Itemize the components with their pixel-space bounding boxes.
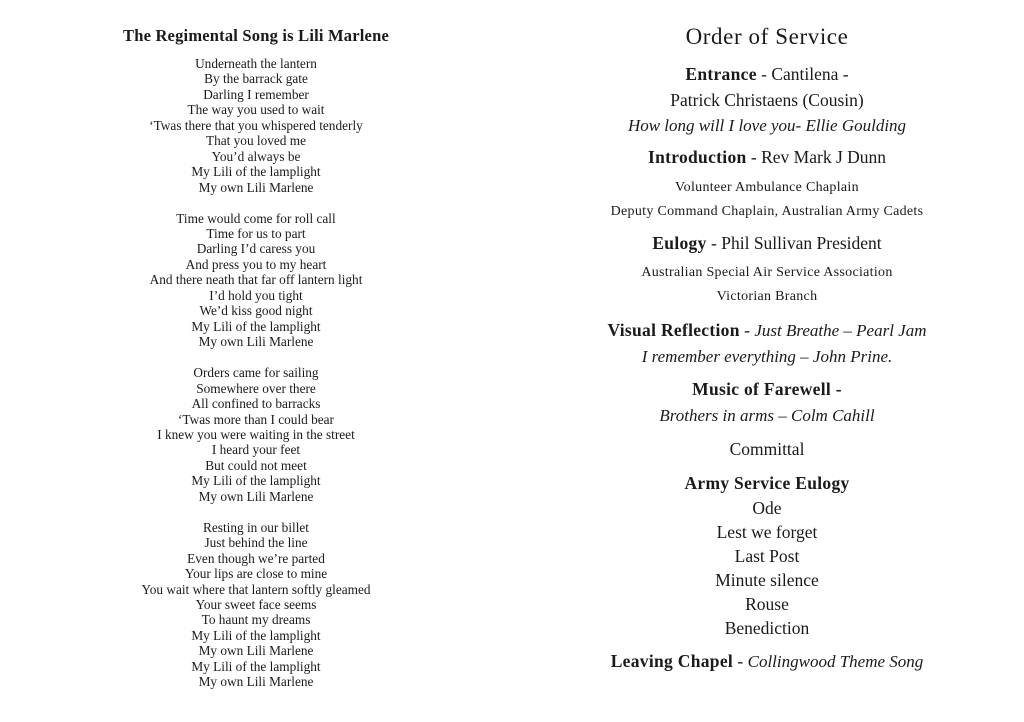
lyric-line: Darling I’d caress you — [196, 241, 316, 257]
army-service-item: Benediction — [724, 618, 810, 638]
entrance-heading: Entrance — [685, 64, 757, 84]
lyric-line: But could not meet — [205, 457, 307, 473]
lyric-line: Time would come for roll call — [176, 210, 336, 226]
lyric-line: You’d always be — [211, 148, 301, 164]
lyric-line: My own Lili Marlene — [198, 488, 314, 504]
lyric-line: My own Lili Marlene — [198, 674, 314, 690]
lyric-line: Even though we’re parted — [187, 550, 325, 566]
lyric-line: My own Lili Marlene — [198, 643, 314, 659]
lyric-line: We’d kiss good night — [199, 303, 313, 319]
lyric-line: My own Lili Marlene — [198, 334, 314, 350]
army-service-item: Rouse — [745, 594, 789, 614]
lyric-line: My Lili of the lamplight — [191, 318, 321, 334]
visual-reflection-song-1: Just Breathe – Pearl Jam — [754, 321, 927, 340]
eulogy-association: Australian Special Air Service Association — [641, 265, 893, 280]
lyric-line: All confined to barracks — [191, 396, 321, 412]
lyric-line: My Lili of the lamplight — [191, 627, 321, 643]
leaving-chapel-heading: Leaving Chapel — [610, 651, 734, 671]
verse — [60, 56, 452, 195]
verse — [60, 365, 452, 504]
order-of-service-page — [558, 22, 976, 675]
music-of-farewell-heading: Music of Farewell — [692, 379, 832, 399]
lyric-line: Darling I remember — [203, 86, 309, 102]
introduction-text: - Rev Mark J Dunn — [746, 147, 887, 167]
eulogy-heading: Eulogy — [652, 233, 707, 253]
entrance-song: How long will I love you- Ellie Goulding — [627, 116, 907, 135]
lyric-line: By the barrack gate — [204, 71, 308, 87]
army-service-eulogy-section — [558, 471, 976, 640]
lyric-line: I knew you were waiting in the street — [157, 426, 355, 442]
army-service-eulogy-heading: Army Service Eulogy — [684, 473, 850, 493]
lyric-line: My Lili of the lamplight — [191, 658, 321, 674]
visual-reflection-song-2: I remember everything – John Prine. — [641, 347, 893, 366]
introduction-heading: Introduction — [647, 147, 747, 167]
lyric-line: Somewhere over there — [196, 380, 316, 396]
lyric-line: Time for us to part — [206, 226, 306, 242]
lyric-line: My Lili of the lamplight — [191, 164, 321, 180]
lyric-line: ‘Twas there that you whispered tenderly — [149, 117, 363, 133]
lyric-line: Resting in our billet — [203, 519, 309, 535]
lyrics-page — [60, 26, 452, 705]
army-service-items — [558, 496, 976, 640]
lyrics — [60, 56, 452, 690]
eulogy-section — [558, 231, 976, 309]
visual-reflection-heading: Visual Reflection — [607, 320, 740, 340]
eulogy-text: - Phil Sullivan President — [706, 233, 882, 253]
entrance-section — [558, 62, 976, 138]
service-title: Order of Service — [685, 24, 849, 49]
lyric-line: To haunt my dreams — [201, 612, 311, 628]
visual-reflection-section: Visual Reflection - Just Breathe – Pearl Jam I remember everything – John Prine. — [558, 318, 976, 369]
music-of-farewell-section: Music of Farewell - Brothers in arms – Colm Cahill — [558, 377, 976, 428]
lyric-line: Just behind the line — [204, 535, 308, 551]
army-service-item: Last Post — [734, 546, 800, 566]
introduction-role-1: Volunteer Ambulance Chaplain — [675, 180, 859, 195]
introduction-section — [558, 145, 976, 224]
committal: Committal — [729, 439, 805, 459]
leaving-chapel-section: Leaving Chapel - Collingwood Theme Song — [610, 651, 924, 671]
lyric-line: Your sweet face seems — [195, 597, 317, 612]
army-service-item: Ode — [752, 498, 782, 518]
lyric-line: My own Lili Marlene — [198, 179, 314, 195]
lyric-line: I’d hold you tight — [209, 287, 303, 303]
song-title: The Regimental Song is Lili Marlene — [123, 26, 389, 45]
lyric-line: That you loved me — [205, 133, 307, 149]
lyric-line: I heard your feet — [211, 442, 301, 458]
entrance-text: - Cantilena - — [756, 64, 849, 84]
introduction-role-2: Deputy Command Chaplain, Australian Army Cadets — [610, 204, 924, 219]
eulogy-branch: Victorian Branch — [716, 289, 818, 304]
lyric-line: Orders came for sailing — [193, 365, 319, 381]
verse — [60, 211, 452, 350]
army-service-item: Minute silence — [715, 570, 819, 590]
lyric-line: The way you used to wait — [187, 102, 325, 118]
verse — [60, 520, 452, 690]
lyric-line: You wait where that lantern softly gleamed — [141, 581, 371, 597]
lyric-line: Your lips are close to mine — [184, 566, 328, 582]
army-service-item: Lest we forget — [716, 522, 818, 542]
lyric-line: My Lili of the lamplight — [191, 473, 321, 489]
leaving-chapel-song: Collingwood Theme Song — [747, 652, 924, 671]
entrance-performer: Patrick Christaens (Cousin) — [670, 90, 864, 110]
music-of-farewell-song: Brothers in arms – Colm Cahill — [659, 406, 875, 425]
lyric-line: Underneath the lantern — [195, 56, 317, 71]
lyric-line: ‘Twas more than I could bear — [178, 411, 334, 427]
lyric-line: And press you to my heart — [185, 256, 327, 272]
lyric-line: And there neath that far off lantern light — [149, 272, 363, 288]
